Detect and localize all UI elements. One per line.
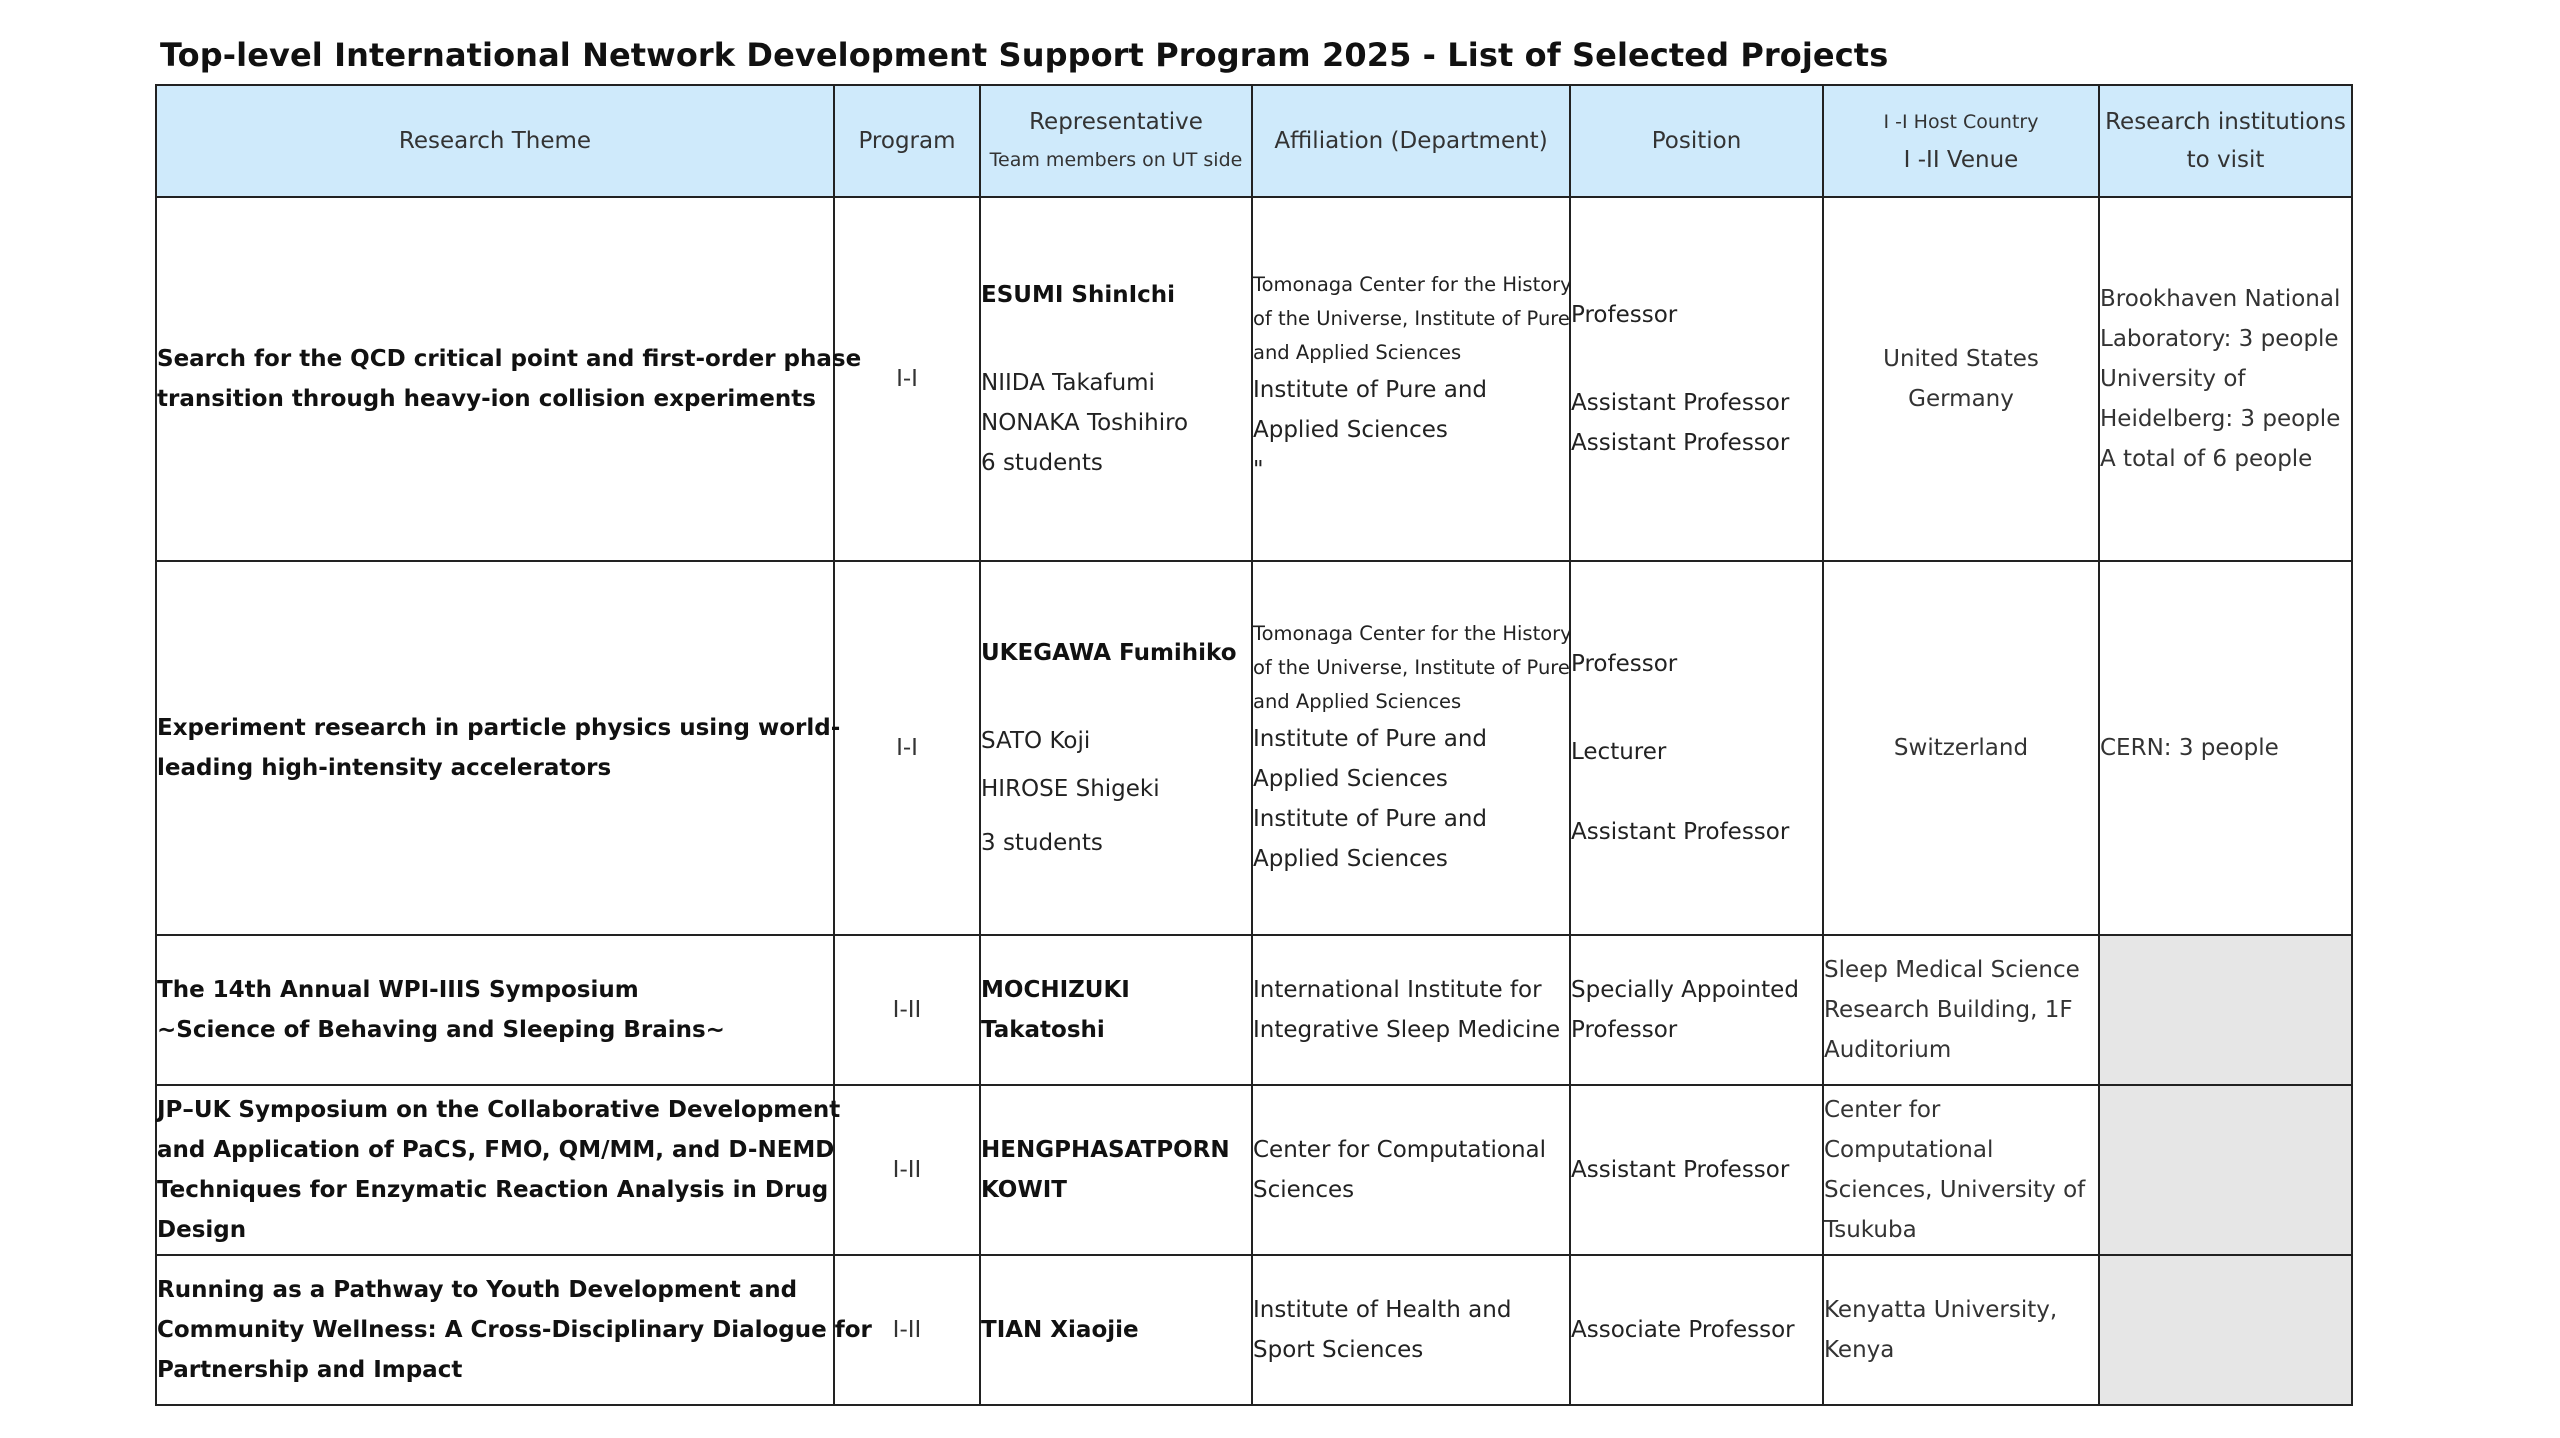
venue-line: Sciences, University of	[1824, 1177, 2086, 1203]
header-position: Position	[1570, 85, 1823, 197]
position-title: Associate Professor	[1571, 1317, 1795, 1343]
research-theme-line: and Application of PaCS, FMO, QM/MM, and D-NEMD	[157, 1137, 835, 1163]
program-cell: I-I	[834, 197, 980, 561]
institution-line: CERN: 3 people	[2100, 735, 2279, 761]
position-title: Assistant Professor	[1571, 390, 1790, 416]
affiliation-line: Sciences	[1253, 1177, 1355, 1203]
position-cell	[1570, 561, 1823, 935]
header-host-country	[1823, 85, 2099, 197]
institution-line: Laboratory: 3 people	[2100, 326, 2339, 352]
header-research-theme: Research Theme	[156, 85, 834, 197]
affiliation-line: Applied Sciences	[1253, 417, 1448, 443]
position-title: Assistant Professor	[1571, 819, 1790, 845]
position-cell	[1570, 197, 1823, 561]
table-row	[156, 1085, 2352, 1255]
affiliation-line: Institute of Health and	[1253, 1297, 1512, 1323]
institution-line: A total of 6 people	[2100, 446, 2313, 472]
header-institutions	[2099, 85, 2352, 197]
host-country-cell	[1823, 197, 2099, 561]
position-title: Specially Appointed	[1571, 977, 1799, 1003]
venue-line: Kenyatta University,	[1824, 1297, 2058, 1323]
affiliation-cell	[1252, 561, 1570, 935]
header-host-line-2: I -II Venue	[1903, 147, 2019, 173]
table-row	[156, 1255, 2352, 1405]
header-rep-sub: Team members on UT side	[989, 149, 1243, 171]
header-inst-line-1: Research institutions	[2105, 109, 2346, 135]
member-name: NONAKA Toshihiro	[981, 410, 1189, 436]
representative-cell	[980, 561, 1252, 935]
affiliation-line: and Applied Sciences	[1253, 341, 1462, 364]
venue-line: Research Building, 1F	[1824, 997, 2073, 1023]
institution-line: Brookhaven National	[2100, 286, 2341, 312]
representative-name: ESUMI ShinIchi	[981, 282, 1176, 308]
position-cell	[1570, 935, 1823, 1085]
header-affiliation: Affiliation (Department)	[1252, 85, 1570, 197]
header-host-line-1: I -I Host Country	[1883, 111, 2039, 133]
venue-line: Auditorium	[1824, 1037, 1952, 1063]
venue-line: Center for	[1824, 1097, 1941, 1123]
affiliation-line: of the Universe, Institute of Pure	[1253, 307, 1570, 330]
venue-line: Tsukuba	[1824, 1217, 1917, 1243]
member-name: 6 students	[981, 450, 1103, 476]
research-theme-line: Search for the QCD critical point and first-order phase	[157, 346, 862, 372]
affiliation-cell	[1252, 1255, 1570, 1405]
research-theme-line: The 14th Annual WPI-IIIS Symposium	[157, 977, 639, 1003]
position-cell	[1570, 1085, 1823, 1255]
page-title: Top-level International Network Development Support Program 2025 - List of Selected Projects	[160, 36, 1889, 74]
affiliation-cell	[1252, 1085, 1570, 1255]
header-row	[156, 85, 2352, 197]
header-program: Program	[834, 85, 980, 197]
institutions-cell	[2099, 197, 2352, 561]
host-country: Germany	[1908, 386, 2014, 412]
research-theme-line: transition through heavy-ion collision experiments	[157, 386, 816, 412]
affiliation-line: Institute of Pure and	[1253, 726, 1488, 752]
institutions-cell-empty	[2099, 1255, 2352, 1405]
position-title: Assistant Professor	[1571, 430, 1790, 456]
representative-cell	[980, 935, 1252, 1085]
position-title: Lecturer	[1571, 739, 1667, 765]
affiliation-line: Institute of Pure and	[1253, 806, 1488, 832]
member-name: NIIDA Takafumi	[981, 370, 1155, 396]
program-cell: I-I	[834, 561, 980, 935]
venue-cell	[1823, 1255, 2099, 1405]
affiliation-line: Institute of Pure and	[1253, 377, 1488, 403]
research-theme-cell	[156, 1085, 841, 1255]
venue-cell	[1823, 935, 2099, 1085]
member-name: SATO Koji	[981, 728, 1091, 754]
table-row	[156, 561, 2352, 935]
affiliation-cell	[1252, 197, 1570, 561]
representative-cell	[980, 1085, 1252, 1255]
representative-name: UKEGAWA Fumihiko	[981, 640, 1237, 666]
program-cell: I-II	[834, 935, 980, 1085]
affiliation-line: of the Universe, Institute of Pure	[1253, 656, 1570, 679]
affiliation-line: International Institute for	[1253, 977, 1542, 1003]
research-theme-line: ~Science of Behaving and Sleeping Brains~	[157, 1017, 725, 1043]
representative-cell	[980, 197, 1252, 561]
research-theme-line: Techniques for Enzymatic Reaction Analysis in Drug	[157, 1177, 829, 1203]
position-title: Professor	[1571, 1017, 1678, 1043]
representative-name: MOCHIZUKI Takatoshi	[981, 977, 1130, 1043]
research-theme-line: Partnership and Impact	[157, 1357, 463, 1383]
representative-name: KOWIT	[981, 1177, 1067, 1203]
affiliation-line: Applied Sciences	[1253, 766, 1448, 792]
venue-line: Kenya	[1824, 1337, 1895, 1363]
research-theme-line: Community Wellness: A Cross-Disciplinary Dialogue for	[157, 1317, 872, 1343]
position-title: Professor	[1571, 302, 1678, 328]
research-theme-cell	[156, 935, 834, 1085]
venue-line: Computational	[1824, 1137, 1994, 1163]
research-theme-line: Design	[157, 1217, 247, 1243]
host-country-cell	[1823, 561, 2099, 935]
institutions-cell-empty	[2099, 935, 2352, 1085]
member-name: HIROSE Shigeki	[981, 776, 1160, 802]
header-representative	[980, 85, 1252, 197]
institution-line: Heidelberg: 3 people	[2100, 406, 2341, 432]
affiliation-line: Sport Sciences	[1253, 1337, 1424, 1363]
program-cell: I-II	[834, 1255, 980, 1405]
program-cell: I-II	[834, 1085, 980, 1255]
header-rep-label: Representative	[1029, 109, 1203, 135]
affiliation-cell	[1252, 935, 1570, 1085]
research-theme-cell	[156, 1255, 872, 1405]
representative-cell	[980, 1255, 1252, 1405]
research-theme-line: Running as a Pathway to Youth Development and	[157, 1277, 798, 1303]
position-cell	[1570, 1255, 1823, 1405]
representative-name: HENGPHASATPORN	[981, 1137, 1230, 1163]
affiliation-line: Applied Sciences	[1253, 846, 1448, 872]
header-inst-line-2: to visit	[2186, 147, 2265, 173]
research-theme-cell	[156, 561, 841, 935]
institution-line: University of	[2100, 366, 2246, 392]
representative-name: TIAN Xiaojie	[981, 1317, 1139, 1343]
table-row	[156, 935, 2352, 1085]
institutions-cell-empty	[2099, 1085, 2352, 1255]
position-title: Assistant Professor	[1571, 1157, 1790, 1183]
venue-line: Sleep Medical Science	[1824, 957, 2080, 983]
research-theme-line: leading high-intensity accelerators	[157, 755, 612, 781]
position-title: Professor	[1571, 651, 1678, 677]
affiliation-line: Center for Computational	[1253, 1137, 1547, 1163]
host-country: United States	[1883, 346, 2039, 372]
affiliation-ditto-mark: "	[1253, 457, 1264, 483]
research-theme-cell	[156, 197, 862, 561]
affiliation-line: Tomonaga Center for the History	[1253, 622, 1572, 645]
member-name: 3 students	[981, 830, 1103, 856]
projects-table	[155, 84, 2353, 1406]
affiliation-line: Integrative Sleep Medicine	[1253, 1017, 1561, 1043]
institutions-cell	[2099, 561, 2352, 935]
affiliation-line: and Applied Sciences	[1253, 690, 1462, 713]
host-country: Switzerland	[1893, 735, 2029, 761]
research-theme-line: Experiment research in particle physics using world-	[157, 715, 841, 741]
venue-cell	[1823, 1085, 2099, 1255]
table-row	[156, 197, 2352, 561]
affiliation-line: Tomonaga Center for the History	[1253, 273, 1572, 296]
research-theme-line: JP–UK Symposium on the Collaborative Development	[157, 1097, 841, 1123]
